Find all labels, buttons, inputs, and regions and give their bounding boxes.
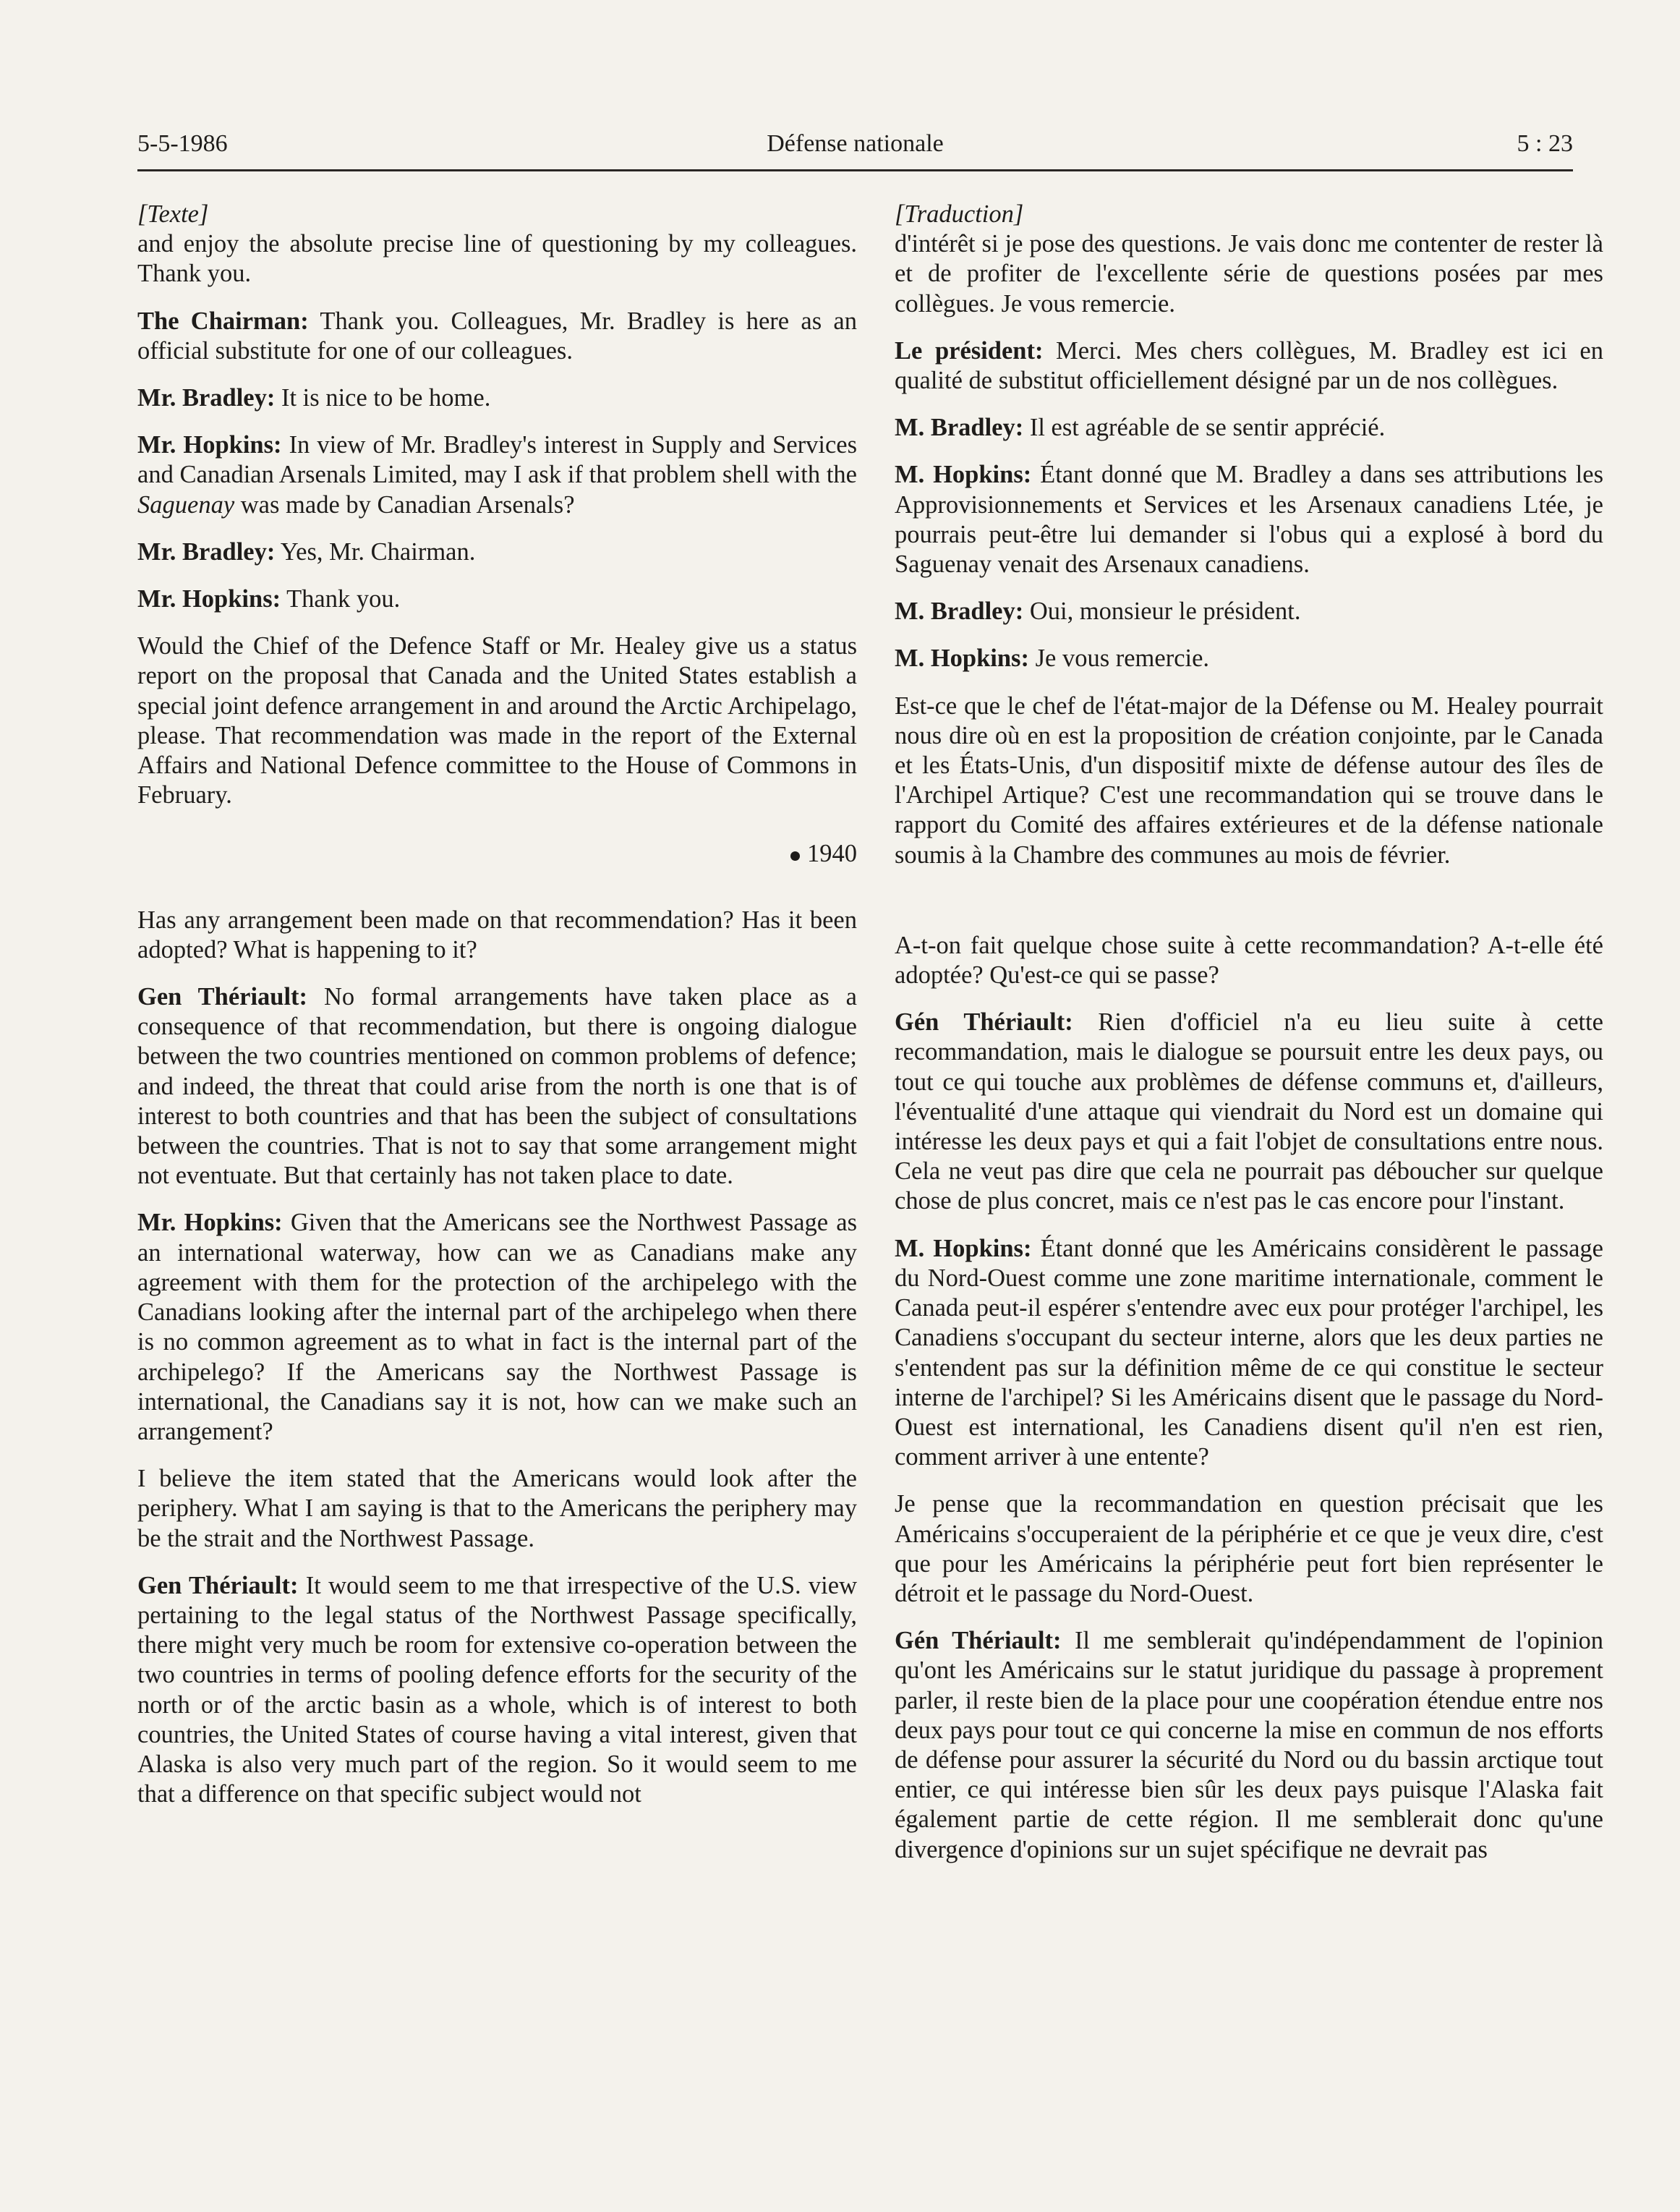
speaker-label: Mr. Bradley: — [137, 384, 276, 412]
header-title: Défense nationale — [767, 130, 944, 157]
page-header — [137, 124, 1573, 171]
speech-text: Étant donné que les Américains considèrent le passage du Nord-Ouest comme une zone maritime internationale, comment le Canada peut-il espérer s'entendre avec eux pour protéger l'archipel, les Canadiens s'occupant du secteur interne, alors que les deux parties ne s'entendent pas sur la définition même de ce qui constitue le secteur interne de l'archipel? Si les Américains disent que le passage du Nord-Ouest est international, les Canadiens disent qu'il n'en est rien, comment arriver à une entente? — [895, 1234, 1603, 1471]
paragraph — [895, 1626, 1603, 1865]
paragraph: Would the Chief of the Defence Staff or Mr. Healey give us a status report on the proposal that Canada and the United States establish a special joint defence arrangement in and around the Arctic Archipelago, please. That recommendation was made in the report of the External Affairs and National Defence committee to the House of Commons in February. — [137, 632, 857, 809]
speech-text: Il est agréable de se sentir apprécié. — [1023, 414, 1386, 442]
time-value: 1940 — [807, 840, 857, 868]
paragraph — [137, 982, 857, 1191]
paragraph — [137, 307, 857, 366]
speech-text: Merci. Mes chers collègues, M. Bradley est ici en qualité de substitut officiellement désigné par un de nos collègues. — [895, 336, 1603, 395]
speaker-label: M. Bradley: — [895, 414, 1024, 442]
paragraph — [895, 1234, 1603, 1473]
paragraph — [895, 460, 1603, 579]
speaker-label: Mr. Hopkins: — [137, 431, 282, 459]
paragraph — [895, 1008, 1603, 1216]
speech-text: Given that the Americans see the Northwest Passage as an international waterway, how can we as Canadians make any agreement with them for the protection of the archipelego with the Canadians looking after the internal part of the archipelego when there is no common agreement as to what in fact is the internal part of the archipelego? If the Americans say the Northwest Passage is international, the Canadians say it is not, how can we make such an arrangement? — [137, 1209, 857, 1445]
speaker-label: Mr. Bradley: — [137, 537, 276, 566]
paragraph — [895, 413, 1603, 443]
paragraph: Je pense que la recommandation en question précisait que les Américains s'occuperaient de la périphérie et ce que je veux dire, c'est que pour les Américains la périphérie peut fort bien représenter le détroit et le passage du Nord-Ouest. — [895, 1490, 1603, 1607]
speech-text: was made by Canadian Arsenals? — [234, 490, 575, 519]
speaker-label: The Chairman: — [137, 307, 309, 335]
paragraph: Has any arrangement been made on that recommendation? Has it been adopted? What is happening to it? — [137, 906, 857, 964]
time-marker — [137, 839, 857, 869]
speaker-label: Mr. Hopkins: — [137, 585, 281, 613]
ship-name: Saguenay — [137, 490, 235, 519]
speaker-label: Gen Thériault: — [137, 1571, 299, 1599]
paragraph — [137, 430, 857, 520]
speaker-label: Gen Thériault: — [137, 983, 308, 1011]
paragraph: d'intérêt si je pose des questions. Je vais donc me contenter de rester là et de profiter de l'excellente série de questions posées par mes collègues. Je vous remercie. — [895, 230, 1603, 318]
speech-text: Je vous remercie. — [1028, 645, 1210, 673]
speech-text: No formal arrangements have taken place as a consequence of that recommendation, but there is ongoing dialogue between the two countries mentioned on common problems of defence; and indeed, the threat that could arise from the north is one that is of interest to both countries and that has been the subject of consultations between the countries. That is not to say that some arrangement might not eventuate. But that certainly has not taken place to date. — [137, 983, 857, 1190]
speaker-label: Gén Thériault: — [895, 1008, 1073, 1037]
paragraph — [137, 1208, 857, 1447]
speaker-label: Gén Thériault: — [895, 1627, 1062, 1655]
paragraph — [137, 383, 857, 413]
speech-text: Il me semblerait qu'indépendamment de l'opinion qu'ont les Américains sur le statut juridique du passage à proprement parler, il reste bien de la place pour une coopération étendue entre nos deux pays pour tout ce qui concerne la mise en commun de nos efforts de défense pour assurer la sécurité du Nord ou du bassin arctique tout entier, ce qui intéresse bien sûr les deux pays puisque l'Alaska fait également partie de cette région. Il me semblerait donc qu'une divergence d'opinions sur un sujet spécifique ne devrait pas — [895, 1627, 1603, 1863]
speaker-label: M. Bradley: — [895, 597, 1024, 626]
speaker-label: Le président: — [895, 336, 1044, 365]
text-tag: [Texte] — [137, 200, 209, 228]
speech-text: It would seem to me that irrespective of the U.S. view pertaining to the legal status of the Northwest Passage specifically, there might very much be room for extensive co-operation between the two countries in terms of pooling defence efforts for the security of the north or of the arctic basin as a whole, which is of interest to both countries, the United States of course having a vital interest, given that Alaska is also very much part of the region. So it would seem to me that a difference on that specific subject would not — [137, 1571, 857, 1808]
paragraph — [137, 537, 857, 567]
speech-text: Oui, monsieur le président. — [1023, 597, 1301, 626]
speech-text: In view of Mr. Bradley's interest in Supply and Services and Canadian Arsenals Limited, may I ask if that problem shell with the — [137, 431, 858, 489]
paragraph — [137, 584, 857, 614]
paragraph — [137, 1571, 857, 1810]
speech-text: Rien d'officiel n'a eu lieu suite à cette recommandation, mais le dialogue se poursuit entre les deux pays, ou tout ce qui touche aux problèmes de défense communs et, d'ailleurs, l'éventualité d'une attaque qui viendrait du Nord est un domaine qui intéresse les deux pays et qui a fait l'objet de consultations entre nous. Cela ne veut pas dire que cela ne pourrait pas déboucher sur quelque chose de plus concret, mais ce n'est pas le cas encore pour l'instant. — [895, 1008, 1603, 1215]
paragraph: I believe the item stated that the Americans would look after the periphery. What I am saying is that to the Americans the periphery may be the strait and the Northwest Passage. — [137, 1465, 857, 1552]
header-page-number: 5 : 23 — [1517, 130, 1573, 157]
speech-text: Étant donné que M. Bradley a dans ses attributions les Approvisionnements et Services et les Arsenaux canadiens Ltée, je pourrais peut-être lui demander si l'obus qui a explosé à bord du Saguenay venait des Arsenaux canadiens. — [895, 461, 1603, 579]
english-column — [137, 200, 857, 1826]
paragraph — [895, 336, 1603, 396]
speaker-label: M. Hopkins: — [895, 1234, 1032, 1262]
speech-text: Thank you. — [281, 585, 401, 613]
speaker-label: M. Hopkins: — [895, 461, 1032, 489]
translation-tag: [Traduction] — [895, 200, 1024, 228]
speech-text: Yes, Mr. Chairman. — [275, 537, 476, 566]
bullet-icon — [790, 851, 800, 861]
header-date: 5-5-1986 — [137, 130, 228, 157]
paragraph — [895, 644, 1603, 673]
speaker-label: M. Hopkins: — [895, 645, 1029, 673]
speech-text: Thank you. Colleagues, Mr. Bradley is here as an official substitute for one of our colleagues. — [137, 307, 857, 365]
paragraph: Est-ce que le chef de l'état-major de la Défense ou M. Healey pourrait nous dire où en est la proposition de création conjointe, par le Canada et les États-Unis, d'un dispositif mixte de défense autour des îles de l'Archipel Artique? C'est une recommandation qui se trouve dans le rapport du Comité des affaires extérieures et de la défense nationale soumis à la Chambre des communes au mois de février. — [895, 692, 1603, 869]
french-column — [895, 200, 1603, 1882]
paragraph: A-t-on fait quelque chose suite à cette recommandation? A-t-elle été adoptée? Qu'est-ce qui se passe? — [895, 931, 1603, 990]
paragraph — [895, 597, 1603, 626]
speech-text: It is nice to be home. — [275, 384, 491, 412]
paragraph: and enjoy the absolute precise line of questioning by my colleagues. Thank you. — [137, 230, 857, 288]
spacer — [895, 888, 1603, 931]
speaker-label: Mr. Hopkins: — [137, 1209, 283, 1237]
